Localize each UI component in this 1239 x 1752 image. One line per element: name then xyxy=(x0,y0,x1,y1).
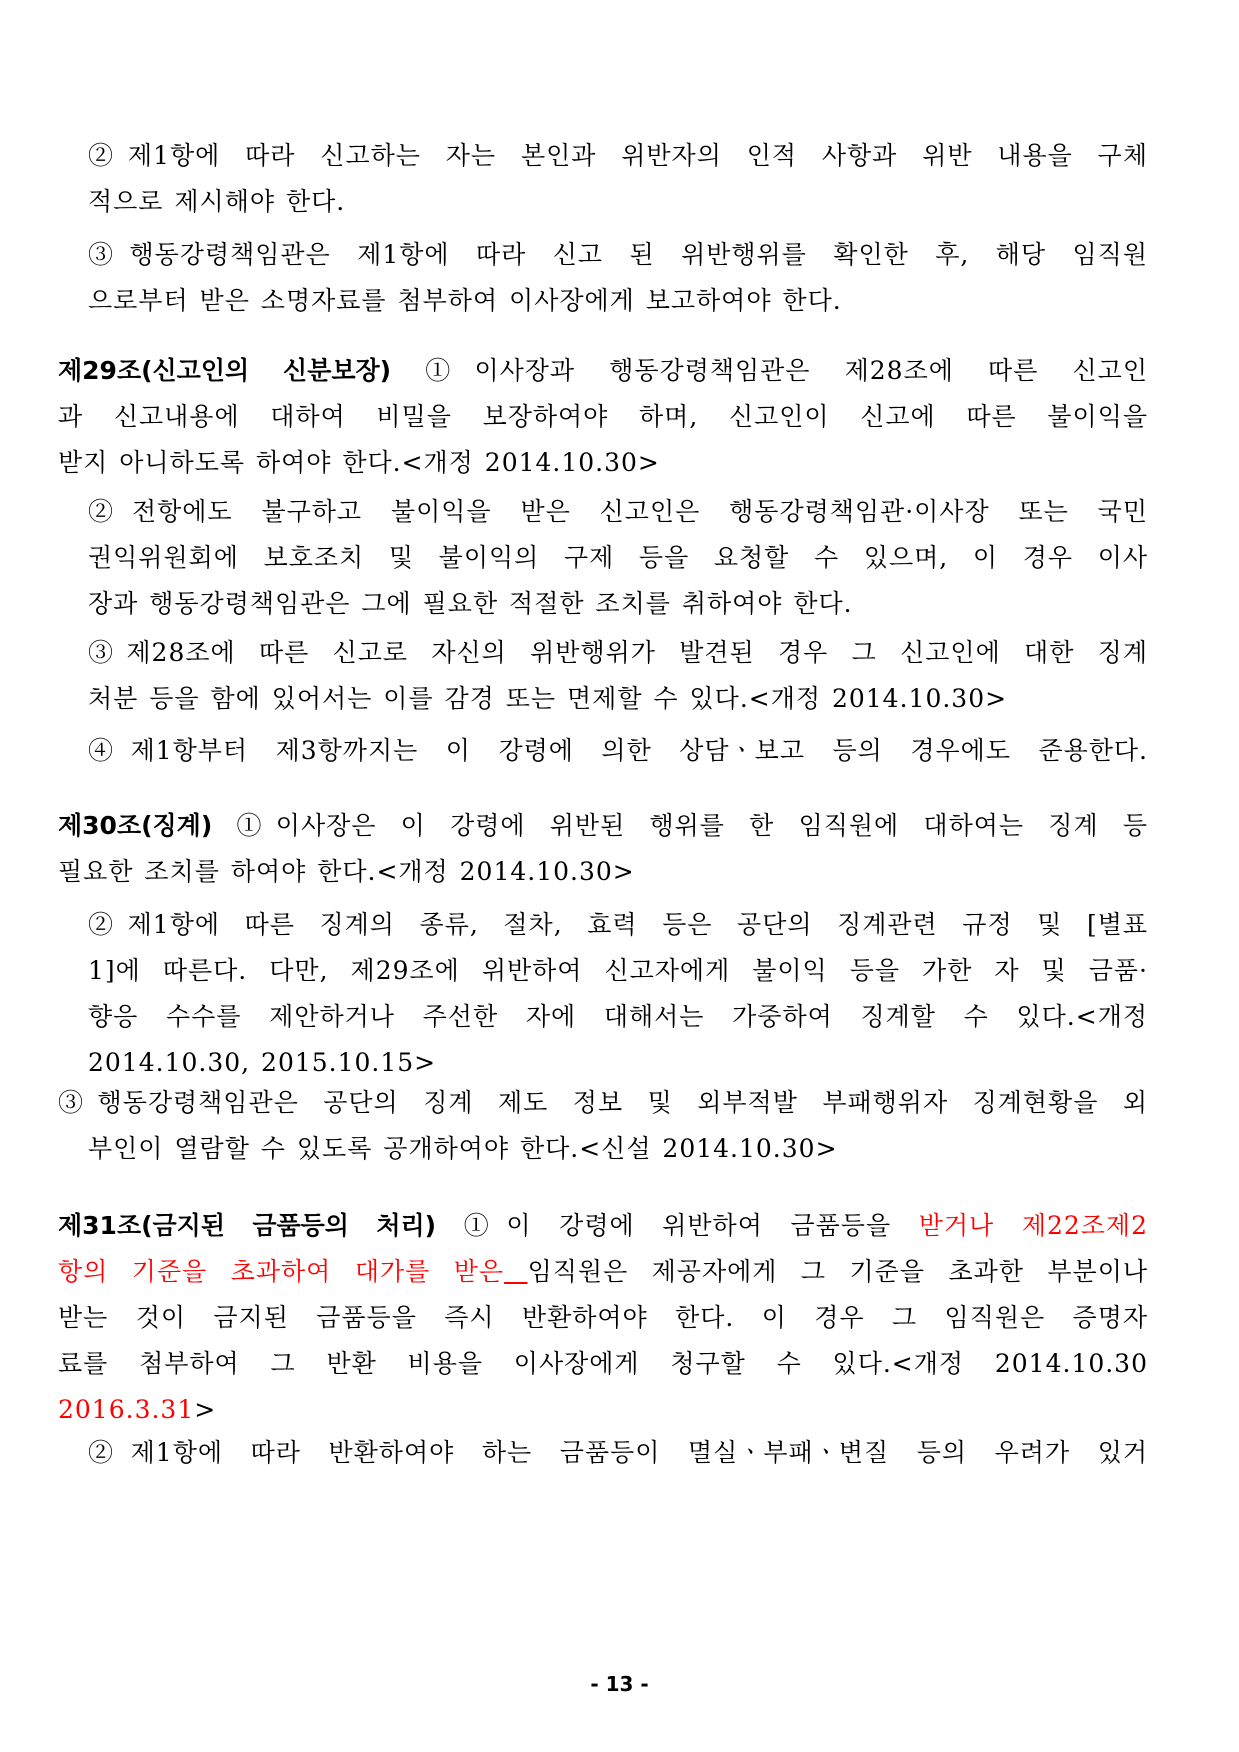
article-31-paragraph-2 xyxy=(88,1430,1148,1476)
article-31-fifth-line xyxy=(58,1387,1148,1433)
text-line: 과 신고내용에 대하여 비밀을 보장하여야 하며, 신고인이 신고에 따른 불이익을 xyxy=(58,402,1148,431)
text-line: ②전항에도 불구하고 불이익을 받은 신고인은 행동강령책임관·이사장 또는 국민 xyxy=(88,497,1148,526)
article-29-first-line xyxy=(58,348,1148,394)
article-31-first-line xyxy=(58,1203,1148,1249)
text-line: 권익위원회에 보호조치 및 불이익의 구제 등을 요청할 수 있으며, 이 경우 이사 xyxy=(88,543,1148,572)
text-line: 필요한 조치를 하여야 한다.<개정 2014.10.30> xyxy=(58,857,635,886)
article-29-heading: 제29조(신고인의 신분보장) xyxy=(58,356,392,385)
text-line: ③행동강령책임관은 제1항에 따라 신고 된 위반행위를 확인한 후, 해당 임직원 xyxy=(88,240,1148,269)
text-line: 처분 등을 함에 있어서는 이를 감경 또는 면제할 수 있다.<개정 2014.10.30> xyxy=(88,684,1008,713)
text-line: ③행동강령책임관은 공단의 징계 제도 정보 및 외부적발 부패행위자 징계현황을 외 xyxy=(58,1088,1148,1117)
article-31-second-line xyxy=(58,1249,1149,1295)
text-line: ①이사장과 행동강령책임관은 제28조에 따른 신고인 xyxy=(391,356,1148,385)
article-28-paragraph-3 xyxy=(88,232,1148,324)
text-line: ②제1항에 따른 징계의 종류, 절차, 효력 등은 공단의 징계관련 규정 및 [별표 xyxy=(88,910,1148,939)
text-line: > xyxy=(194,1395,217,1424)
text-line: 임직원은 제공자에게 그 기준을 초과한 부분이나 xyxy=(527,1257,1149,1286)
article-29-paragraph-3 xyxy=(88,630,1148,722)
text-line: 으로부터 받은 소명자료를 첨부하여 이사장에게 보고하여야 한다. xyxy=(88,286,842,315)
article-29-paragraph-4 xyxy=(88,728,1148,774)
text-line: 적으로 제시해야 한다. xyxy=(88,187,346,216)
text-line: 1]에 따른다. 다만, 제29조에 위반하여 신고자에게 불이익 등을 가한 자 및 금품· xyxy=(88,956,1148,985)
text-line: ②제1항에 따라 반환하여야 하는 금품등이 멸실ㆍ부패ㆍ변질 등의 우려가 있거 xyxy=(88,1438,1148,1467)
revision-text: 항의 기준을 초과하여 대가를 받은 xyxy=(58,1257,505,1286)
page-number: - 13 - xyxy=(590,1672,649,1696)
article-30-heading: 제30조(징계) xyxy=(58,811,213,840)
article-29 xyxy=(58,348,1148,486)
article-30-paragraph-3 xyxy=(58,1080,1148,1172)
revision-underline xyxy=(504,1257,528,1286)
article-31-heading: 제31조(금지된 금품등의 처리) xyxy=(58,1211,437,1240)
text-line: 받는 것이 금지된 금품등을 즉시 반환하여야 한다. 이 경우 그 임직원은 증명자 xyxy=(58,1303,1148,1332)
text-line: ③제28조에 따른 신고로 자신의 위반행위가 발견된 경우 그 신고인에 대한 징계 xyxy=(88,638,1148,667)
article-30 xyxy=(58,803,1148,895)
article-28-paragraph-2 xyxy=(88,133,1148,225)
revision-text: 받거나 제22조제2 xyxy=(918,1211,1148,1240)
text-line: ①이사장은 이 강령에 위반된 행위를 한 임직원에 대하여는 징계 등 xyxy=(212,811,1148,840)
text-line: 료를 첨부하여 그 반환 비용을 이사장에게 청구할 수 있다.<개정 2014.10.30 xyxy=(58,1349,1148,1378)
text-line: ④제1항부터 제3항까지는 이 강령에 의한 상담ㆍ보고 등의 경우에도 준용한다. xyxy=(88,736,1148,765)
article-29-paragraph-2 xyxy=(88,489,1148,627)
text-line: 향응 수수를 제안하거나 주선한 자에 대해서는 가중하여 징계할 수 있다.<개정 xyxy=(88,1002,1148,1031)
article-31 xyxy=(58,1203,1148,1433)
text-line: 부인이 열람할 수 있도록 공개하여야 한다.<신설 2014.10.30> xyxy=(88,1134,838,1163)
text-line: ①이 강령에 위반하여 금품등을 xyxy=(436,1211,919,1240)
text-line: 2014.10.30, 2015.10.15> xyxy=(88,1048,437,1077)
text-line: 장과 행동강령책임관은 그에 필요한 적절한 조치를 취하여야 한다. xyxy=(88,589,853,618)
article-30-first-line xyxy=(58,803,1148,849)
text-line: 받지 아니하도록 하여야 한다.<개정 2014.10.30> xyxy=(58,448,660,477)
text-line: ②제1항에 따라 신고하는 자는 본인과 위반자의 인적 사항과 위반 내용을 구체 xyxy=(88,141,1148,170)
revision-text: 2016.3.31 xyxy=(58,1395,195,1424)
article-30-paragraph-2 xyxy=(88,902,1148,1086)
